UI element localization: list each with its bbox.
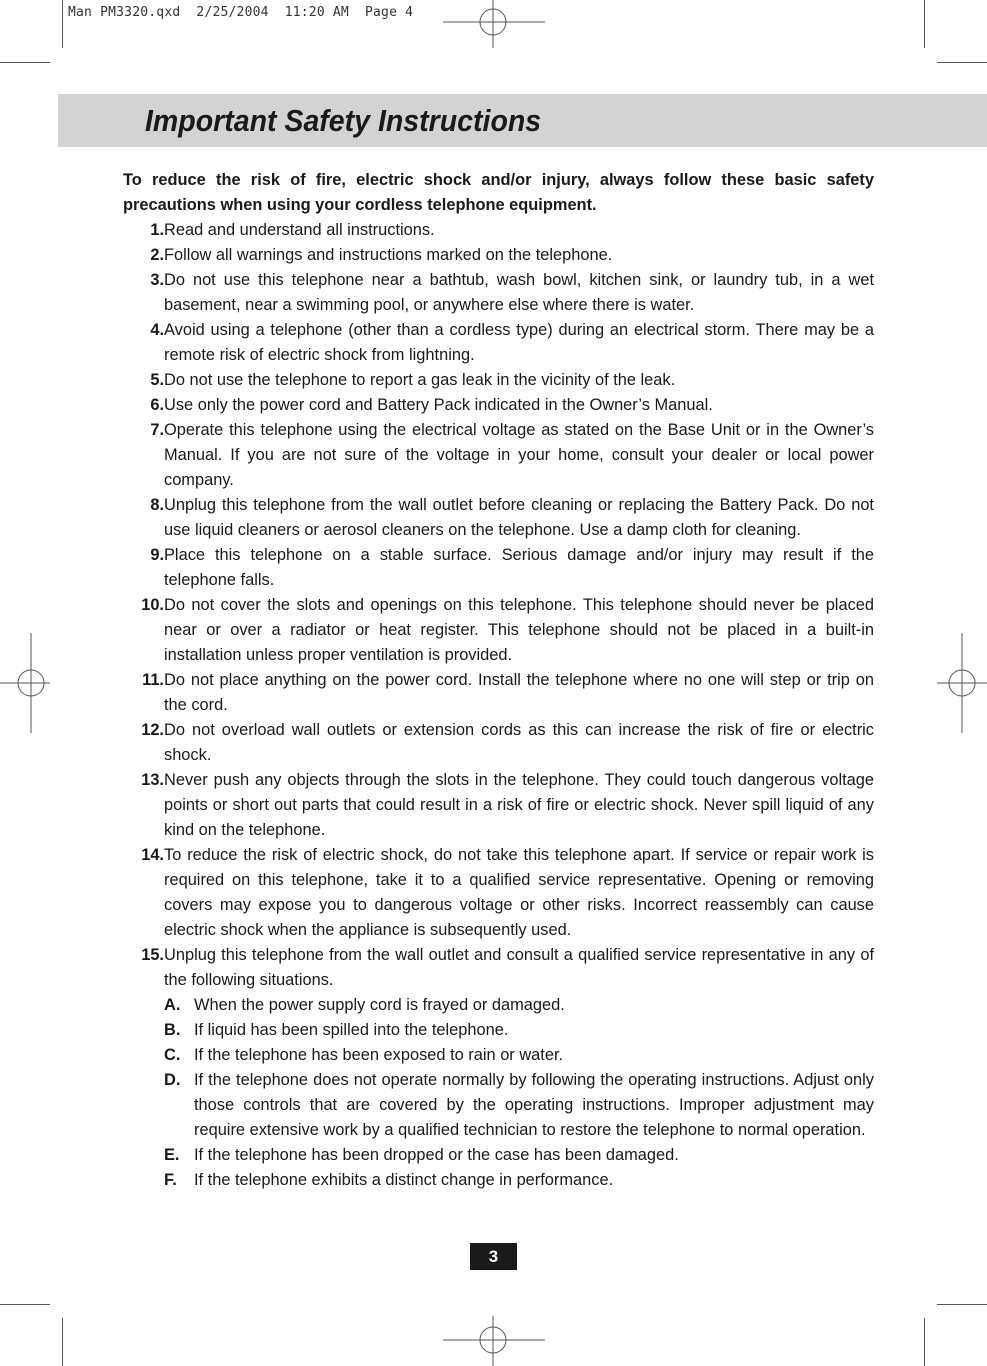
crop-mark-top-right-h — [937, 62, 987, 63]
item-number: 8. — [150, 496, 164, 514]
item-number: 10. — [141, 596, 164, 614]
crop-mark-bottom-right-v — [924, 1318, 925, 1366]
sub-list-item — [164, 993, 874, 1018]
list-item — [123, 418, 874, 493]
sub-list-item — [164, 1068, 874, 1143]
item-number: 13. — [141, 771, 164, 789]
sub-list-item — [164, 1043, 874, 1068]
item-number: 2. — [150, 246, 164, 264]
sub-item-letter: D. — [164, 1071, 181, 1089]
page-title: Important Safety Instructions — [145, 103, 542, 138]
item-text: Use only the power cord and Battery Pack indicated in the Owner’s Manual. — [164, 396, 713, 414]
item-number: 14. — [141, 846, 164, 864]
list-item — [123, 843, 874, 943]
list-item — [123, 943, 874, 993]
item-text: Place this telephone on a stable surface. Serious damage and/or injury may result if the telephone falls. — [164, 546, 874, 589]
item-text: Follow all warnings and instructions marked on the telephone. — [164, 246, 613, 264]
intro-paragraph: To reduce the risk of fire, electric shock and/or injury, always follow these basic safety precautions when using your cordless telephone equipment. — [123, 171, 874, 214]
list-item — [123, 218, 874, 243]
item-text: Read and understand all instructions. — [164, 221, 435, 239]
sub-item-text: If the telephone has been dropped or the case has been damaged. — [194, 1146, 679, 1164]
item-text: Do not use this telephone near a bathtub, wash bowl, kitchen sink, or laundry tub, in a wet basement, near a swimming pool, or anywhere else where there is water. — [164, 271, 874, 314]
item-number: 3. — [150, 271, 164, 289]
list-item — [123, 593, 874, 668]
sub-item-letter: F. — [164, 1171, 177, 1189]
sub-item-letter: A. — [164, 996, 181, 1014]
item-text: Do not place anything on the power cord. Install the telephone where no one will step or trip on the cord. — [164, 671, 874, 714]
item-text: Do not overload wall outlets or extension cords as this can increase the risk of fire or electric shock. — [164, 721, 874, 764]
list-item — [123, 268, 874, 318]
page-number: 3 — [470, 1243, 517, 1270]
sub-list-item — [164, 1018, 874, 1043]
item-text: To reduce the risk of electric shock, do not take this telephone apart. If service or repair work is required on this telephone, take it to a qualified service representative. Opening or removing covers may expose you to dangerous voltage or other risks. Incorrect reassembly can cause electric shock when the appliance is subsequently used. — [164, 846, 874, 939]
list-item — [123, 718, 874, 768]
sub-item-text: If the telephone has been exposed to rain or water. — [194, 1046, 564, 1064]
item-text: Unplug this telephone from the wall outlet and consult a qualified service representative in any of the following situations. — [164, 946, 874, 989]
print-slug: Man PM3320.qxd 2/25/2004 11:20 AM Page 4 — [68, 5, 414, 20]
crop-mark-bottom-left-h — [0, 1304, 50, 1305]
sub-item-text: If the telephone exhibits a distinct change in performance. — [194, 1171, 614, 1189]
list-item — [123, 368, 874, 393]
item-text: Avoid using a telephone (other than a cordless type) during an electrical storm. There may be a remote risk of electric shock from lightning. — [164, 321, 874, 364]
list-item — [123, 493, 874, 543]
item-number: 5. — [150, 371, 164, 389]
header-band — [58, 94, 987, 147]
registration-mark-left-icon — [0, 633, 50, 733]
item-text: Never push any objects through the slots in the telephone. They could touch dangerous voltage points or short out parts that could result in a risk of fire or electric shock. Never spill liquid of any kind on the telephone. — [164, 771, 874, 839]
list-item — [123, 243, 874, 268]
item-number: 6. — [150, 396, 164, 414]
sub-list-item — [164, 1168, 874, 1193]
registration-mark-top-icon — [443, 0, 545, 50]
crop-mark-top-left-v — [62, 0, 63, 48]
crop-mark-top-left-h — [0, 62, 50, 63]
crop-mark-bottom-left-v — [62, 1318, 63, 1366]
registration-mark-right-icon — [937, 633, 987, 733]
sub-item-text: If liquid has been spilled into the telephone. — [194, 1021, 509, 1039]
safety-instructions — [123, 168, 874, 1193]
registration-mark-bottom-icon — [443, 1316, 545, 1366]
item-number: 15. — [141, 946, 164, 964]
item-number: 11. — [142, 671, 164, 689]
list-item — [123, 318, 874, 368]
sub-list-item — [164, 1143, 874, 1168]
item-text: Unplug this telephone from the wall outlet before cleaning or replacing the Battery Pack. Do not use liquid cleaners or aerosol cleaners on the telephone. Use a damp cloth for cleaning. — [164, 496, 874, 539]
item-number: 1. — [150, 221, 164, 239]
sub-item-text: When the power supply cord is frayed or damaged. — [194, 996, 565, 1014]
item-number: 12. — [141, 721, 164, 739]
sub-item-text: If the telephone does not operate normally by following the operating instructions. Adjust only those controls that are covered by the operating instructions. Improper adjustment may require extensive work by a qualified technician to restore the telephone to normal operation. — [194, 1071, 874, 1139]
list-item — [123, 768, 874, 843]
item-text: Do not cover the slots and openings on this telephone. This telephone should never be placed near or over a radiator or heat register. This telephone should not be placed in a built-in installation unless proper ventilation is provided. — [164, 596, 874, 664]
crop-mark-top-right-v — [924, 0, 925, 48]
sub-item-letter: C. — [164, 1046, 181, 1064]
item-number: 9. — [150, 546, 164, 564]
list-item — [123, 543, 874, 593]
sub-item-letter: B. — [164, 1021, 181, 1039]
item-text: Operate this telephone using the electrical voltage as stated on the Base Unit or in the Owner’s Manual. If you are not sure of the voltage in your home, consult your dealer or local power company. — [164, 421, 874, 489]
list-item — [123, 393, 874, 418]
sub-item-letter: E. — [164, 1146, 180, 1164]
item-number: 4. — [150, 321, 164, 339]
crop-mark-bottom-right-h — [937, 1304, 987, 1305]
item-text: Do not use the telephone to report a gas leak in the vicinity of the leak. — [164, 371, 676, 389]
list-item — [123, 668, 874, 718]
item-number: 7. — [150, 421, 164, 439]
